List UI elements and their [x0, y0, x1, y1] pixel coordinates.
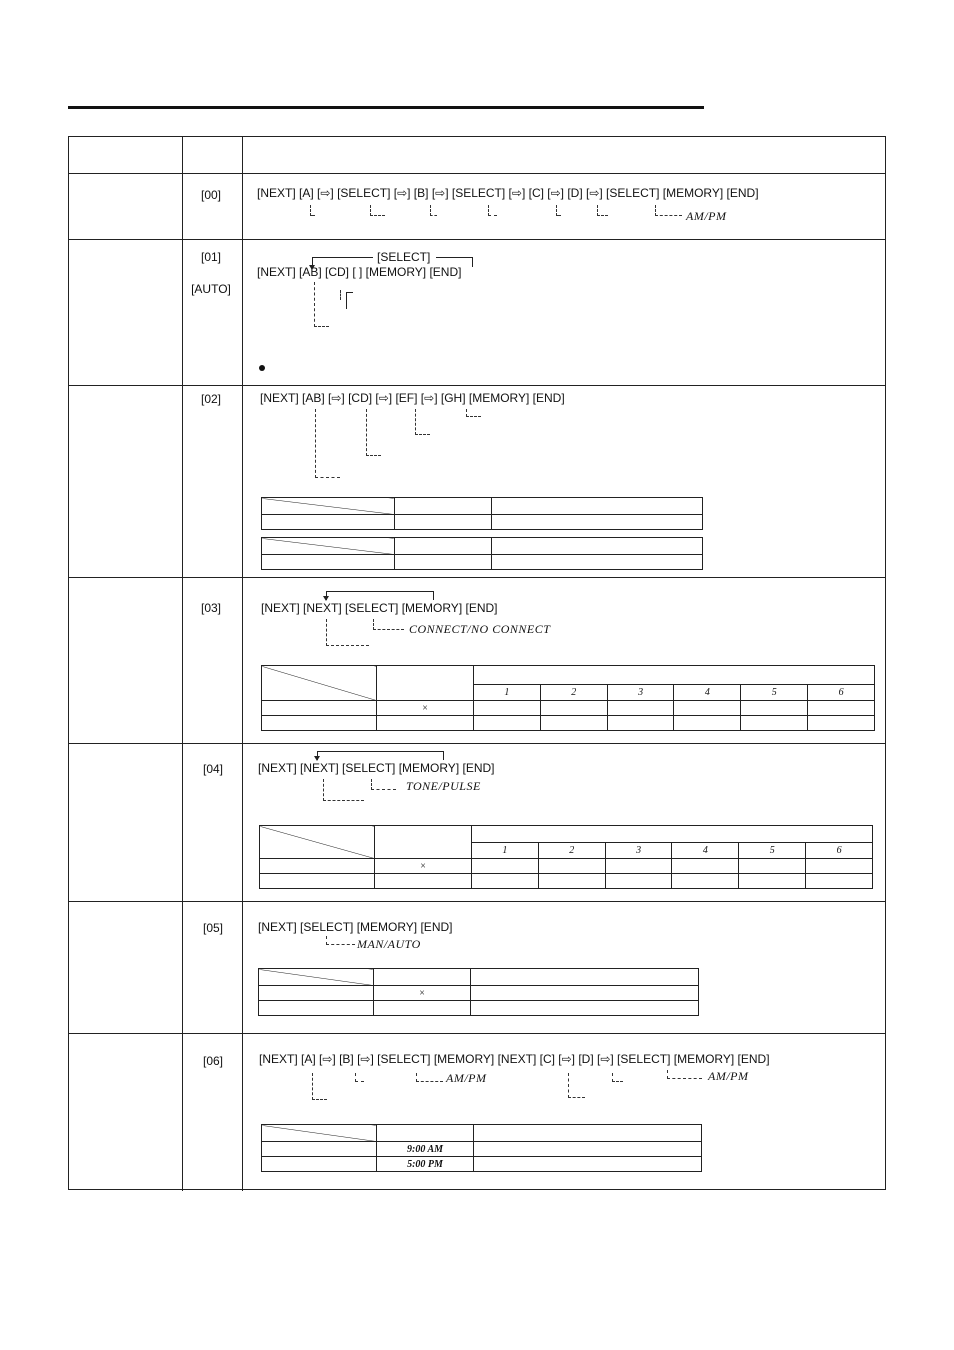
port-label: 4 — [674, 684, 741, 700]
leader-line — [312, 1073, 327, 1100]
row-divider-01 — [69, 385, 885, 386]
leader-line — [323, 779, 364, 801]
port-label: 3 — [607, 684, 674, 700]
diagonal-header-cell — [262, 538, 395, 555]
start-time: 9:00 AM — [377, 1142, 474, 1157]
leader-line — [655, 205, 682, 216]
leader-line — [373, 619, 404, 630]
diagonal-header-cell — [262, 498, 395, 515]
sequence-04: [NEXT] [NEXT] [SELECT] [MEMORY] [END] — [258, 761, 495, 775]
leader-line — [415, 409, 430, 435]
row-divider-04 — [69, 901, 885, 902]
default-mark: × — [377, 701, 474, 716]
hint-am-pm-start: AM/PM — [446, 1071, 487, 1085]
loop-line — [317, 751, 444, 760]
diagonal-header-cell — [259, 969, 374, 986]
loop-line — [326, 591, 434, 600]
row-divider-header — [69, 173, 885, 174]
hint-am-pm: AM/PM — [686, 209, 727, 223]
select-loop-label: [SELECT] — [377, 250, 431, 264]
port-table-03 — [261, 665, 875, 731]
row-divider-03 — [69, 743, 885, 744]
code-06: [06] — [202, 1054, 223, 1068]
hint-connect: CONNECT/NO CONNECT — [409, 622, 551, 636]
loop-line — [472, 257, 473, 267]
leader-line — [416, 1073, 443, 1082]
sequence-02: [NEXT] [AB] [⇨] [CD] [⇨] [EF] [⇨] [GH] [MEMORY] [END] — [260, 391, 565, 405]
hint-am-pm-end: AM/PM — [708, 1069, 749, 1083]
leader-line — [612, 1073, 623, 1082]
bracket-mark — [346, 292, 353, 309]
diagonal-header-cell — [262, 1125, 377, 1142]
hint-man-auto: MAN/AUTO — [357, 937, 421, 951]
end-time: 5:00 PM — [377, 1157, 474, 1172]
row-divider-02 — [69, 577, 885, 578]
hint-tone-pulse: TONE/PULSE — [406, 779, 481, 793]
leader-line — [366, 409, 381, 456]
leader-line — [597, 205, 608, 216]
sequence-00: [NEXT] [A] [⇨] [SELECT] [⇨] [B] [⇨] [SELECT] [⇨] [C] [⇨] [D] [⇨] [SELECT] [MEMORY] [END] — [257, 186, 759, 200]
mode-table-05 — [258, 968, 699, 1016]
sequence-05: [NEXT] [SELECT] [MEMORY] [END] — [258, 920, 453, 934]
leader-line — [466, 409, 481, 417]
leader-line — [667, 1070, 702, 1079]
code-04: [04] — [202, 762, 223, 776]
settings-mini-table-b — [261, 537, 703, 570]
row-divider-00 — [69, 239, 885, 240]
port-label: 2 — [540, 684, 607, 700]
header-rule — [68, 106, 704, 109]
diagonal-header-cell — [262, 666, 377, 701]
leader-line — [315, 409, 340, 478]
leader-line — [314, 282, 329, 327]
sequence-06: [NEXT] [A] [⇨] [B] [⇨] [SELECT] [MEMORY] [NEXT] [C] [⇨] [D] [⇨] [SELECT] [MEMORY] [END] — [259, 1052, 770, 1066]
port-label: 4 — [672, 843, 739, 859]
leader-line — [326, 619, 369, 646]
leader-line — [371, 779, 396, 790]
default-mark: × — [375, 859, 472, 874]
code-00: [00] — [200, 188, 221, 202]
sequence-03: [NEXT] [NEXT] [SELECT] [MEMORY] [END] — [261, 601, 498, 615]
diagonal-header-cell — [260, 826, 375, 859]
leader-line — [568, 1073, 585, 1098]
code-02: [02] — [200, 392, 221, 406]
leader-line — [355, 1073, 364, 1082]
port-label: 6 — [808, 684, 875, 700]
loop-line — [313, 257, 373, 264]
leader-line — [310, 205, 315, 216]
time-table-06 — [261, 1124, 702, 1172]
port-label: 3 — [605, 843, 672, 859]
leader-line — [326, 936, 355, 945]
loop-line — [436, 257, 472, 258]
port-table-04 — [259, 825, 873, 889]
code-05: [05] — [202, 921, 223, 935]
port-label: 5 — [741, 684, 808, 700]
port-label: 1 — [474, 684, 541, 700]
code-01: [01] — [200, 250, 221, 264]
port-label: 2 — [538, 843, 605, 859]
port-label: 5 — [739, 843, 806, 859]
settings-mini-table-a — [261, 497, 703, 530]
code-auto: [AUTO] — [191, 282, 231, 296]
default-mark: × — [374, 986, 471, 1001]
leader-line — [370, 205, 385, 216]
leader-line — [430, 205, 437, 216]
note-bullet — [259, 365, 265, 371]
code-03: [03] — [200, 601, 221, 615]
port-label: 6 — [806, 843, 873, 859]
row-divider-05 — [69, 1033, 885, 1034]
leader-line — [488, 205, 497, 216]
sequence-01: [NEXT] [AB] [CD] [ ] [MEMORY] [END] — [257, 265, 462, 279]
port-label: 1 — [472, 843, 539, 859]
leader-line — [556, 205, 561, 216]
